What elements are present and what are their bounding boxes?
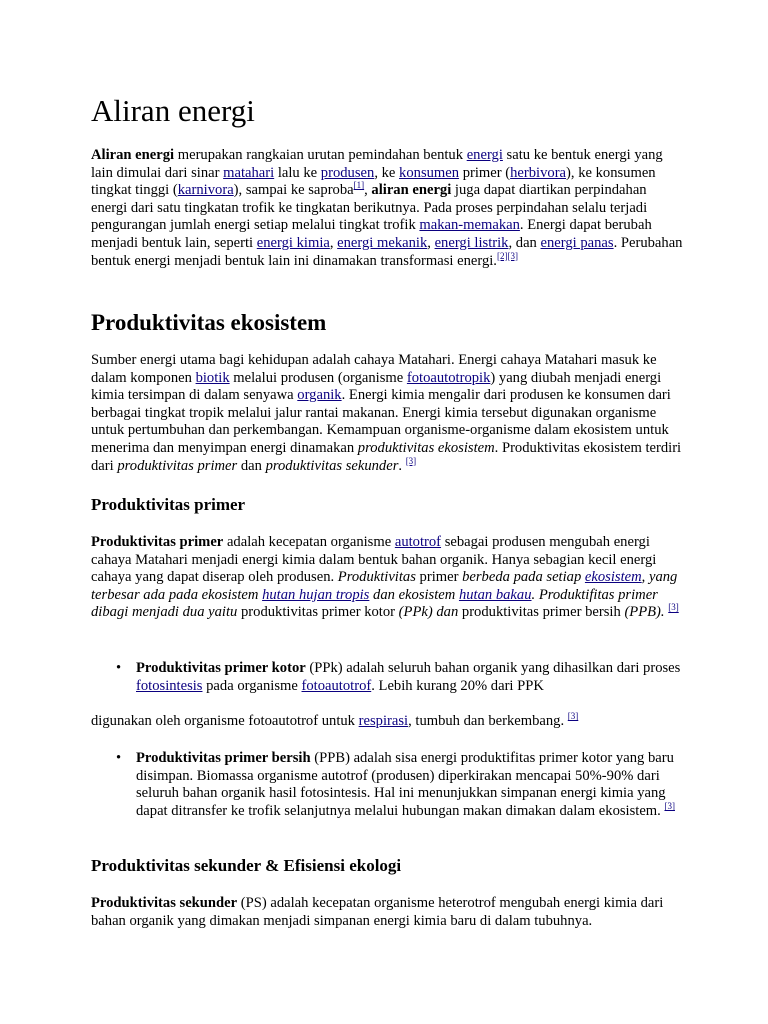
term-aliran-energi-2: aliran energi: [371, 182, 452, 199]
term-aliran-energi: Aliran energi: [91, 147, 175, 163]
link-hutan-hujan-tropis[interactable]: hutan hujan tropis: [262, 586, 370, 603]
link-herbivora[interactable]: herbivora: [510, 164, 567, 181]
link-fotoautotrof[interactable]: fotoautotrof: [301, 677, 372, 694]
page-title: Aliran energi: [91, 93, 255, 128]
paragraph-produktivitas-sekunder: Produktivitas sekunder (PS) adalah kecepatan organisme heterotrof mengubah energi kimia dari bahan organik yang dimakan menjadi simpanan energi kimia baru di dalam tubuhnya.: [91, 895, 664, 929]
link-autotrof[interactable]: autotrof: [394, 534, 442, 550]
citation-1[interactable]: [1]: [353, 180, 365, 191]
heading-produktivitas-ekosistem: Produktivitas ekosistem: [91, 310, 327, 335]
link-respirasi[interactable]: respirasi: [358, 713, 409, 729]
link-energi-listrik[interactable]: energi listrik: [434, 234, 509, 251]
bullet-marker-1: •: [116, 660, 122, 676]
citation-3c[interactable]: [3]: [567, 711, 579, 722]
citation-2-3[interactable]: [2][3]: [496, 250, 518, 261]
link-makan-memakan[interactable]: makan-memakan: [419, 217, 520, 234]
link-produsen[interactable]: produsen: [320, 164, 375, 181]
link-energi-kimia[interactable]: energi kimia: [256, 234, 330, 251]
link-karnivora[interactable]: karnivora: [177, 182, 234, 199]
bullet-produktivitas-primer-bersih: Produktivitas primer bersih (PPB) adalah sisa energi produktifitas primer kotor yang baru disimpan. Biomassa organisme autotrof (produsen) diperkirakan mencapai 50%-90% dari seluruh bahan organik hasil fotosintesis. Hal ini menunjukkan simpanan energi kimia yang dapat ditransfer ke trofik selanjutnya melalui hubungan makan dimakan dalam ekosistem. [3]: [136, 750, 675, 819]
link-biotik[interactable]: biotik: [195, 369, 230, 386]
link-energi-mekanik[interactable]: energi mekanik: [337, 234, 428, 251]
link-hutan-bakau[interactable]: hutan bakau: [458, 586, 532, 603]
citation-3b[interactable]: [3]: [668, 602, 679, 613]
paragraph-produktivitas-primer: Produktivitas primer adalah kecepatan organisme autotrof sebagai produsen mengubah energi cahaya Matahari menjadi energi kimia dalam bentuk bahan organik. Hanya sebagian kecil energi cahaya yang dapat diserap oleh produsen. Produktivitas primer berbeda pada setiap ekosistem, yang terbesar ada pada ekosistem hutan hujan tropis dan ekosistem hutan bakau. Produktifitas primer dibagi menjadi dua yaitu produktivitas primer kotor (PPk) dan produktivitas primer bersih (PPB). [3]: [91, 534, 679, 621]
citation-3a[interactable]: [3]: [405, 455, 417, 466]
bullet-marker-2: •: [116, 750, 122, 766]
link-organik[interactable]: organik: [297, 387, 342, 404]
intro-paragraph: Aliran energi merupakan rangkaian urutan pemindahan bentuk energi satu ke bentuk energi yang lain dimulai dari sinar matahari lalu ke produsen, ke konsumen primer (herbivora), ke konsumen tingkat tinggi (karnivora), sampai ke saproba[1], aliran energi juga dapat diartikan perpindahan energi dari satu tingkatan trofik ke tingkatan berikutnya. Pada proses perpindahan selalu terjadi pengurangan jumlah energi setiap melalui tingkat trofik makan-memakan. Energi dapat berubah menjadi bentuk lain, seperti energi kimia, energi mekanik, energi listrik, dan energi panas. Perubahan bentuk energi menjadi bentuk lain ini dinamakan transformasi energi.[2][3]: [91, 147, 683, 269]
citation-3d[interactable]: [3]: [664, 800, 675, 811]
paragraph-produktivitas-ekosistem: Sumber energi utama bagi kehidupan adalah cahaya Matahari. Energi cahaya Matahari masuk ke dalam komponen biotik melalui produsen (organisme fotoautotropik) yang diubah menjadi energi kimia tersimpan di dalam senyawa organik. Energi kimia mengalir dari produsen ke konsumen dari berbagai tingkat tropik melalui jalur rantai makanan. Energi kimia tersebut digunakan organisme untuk pertumbuhan dan perkembangan. Kemampuan organisme-organisme dalam ekosistem untuk menerima dan menyimpan energi dinamakan produktivitas ekosistem. Produktivitas ekosistem terdiri dari produktivitas primer dan produktivitas sekunder. [3]: [91, 352, 682, 474]
link-energi[interactable]: energi: [466, 147, 503, 163]
link-konsumen[interactable]: konsumen: [399, 164, 460, 181]
link-ekosistem[interactable]: ekosistem: [584, 569, 642, 586]
bullet-produktivitas-primer-kotor: Produktivitas primer kotor (PPk) adalah seluruh bahan organik yang dihasilkan dari proses fotosintesis pada organisme fotoautotrof. Lebih kurang 20% dari PPK: [136, 660, 681, 694]
link-fotoautotropik[interactable]: fotoautotropik: [406, 369, 491, 386]
link-energi-panas[interactable]: energi panas: [540, 234, 614, 251]
link-fotosintesis[interactable]: fotosintesis: [136, 677, 203, 694]
paragraph-respirasi: digunakan oleh organisme fotoautotrof untuk respirasi, tumbuh dan berkembang. [3]: [91, 711, 579, 729]
link-matahari[interactable]: matahari: [223, 164, 275, 181]
heading-produktivitas-primer: Produktivitas primer: [91, 495, 246, 514]
heading-produktivitas-sekunder: Produktivitas sekunder & Efisiensi ekologi: [91, 856, 402, 875]
